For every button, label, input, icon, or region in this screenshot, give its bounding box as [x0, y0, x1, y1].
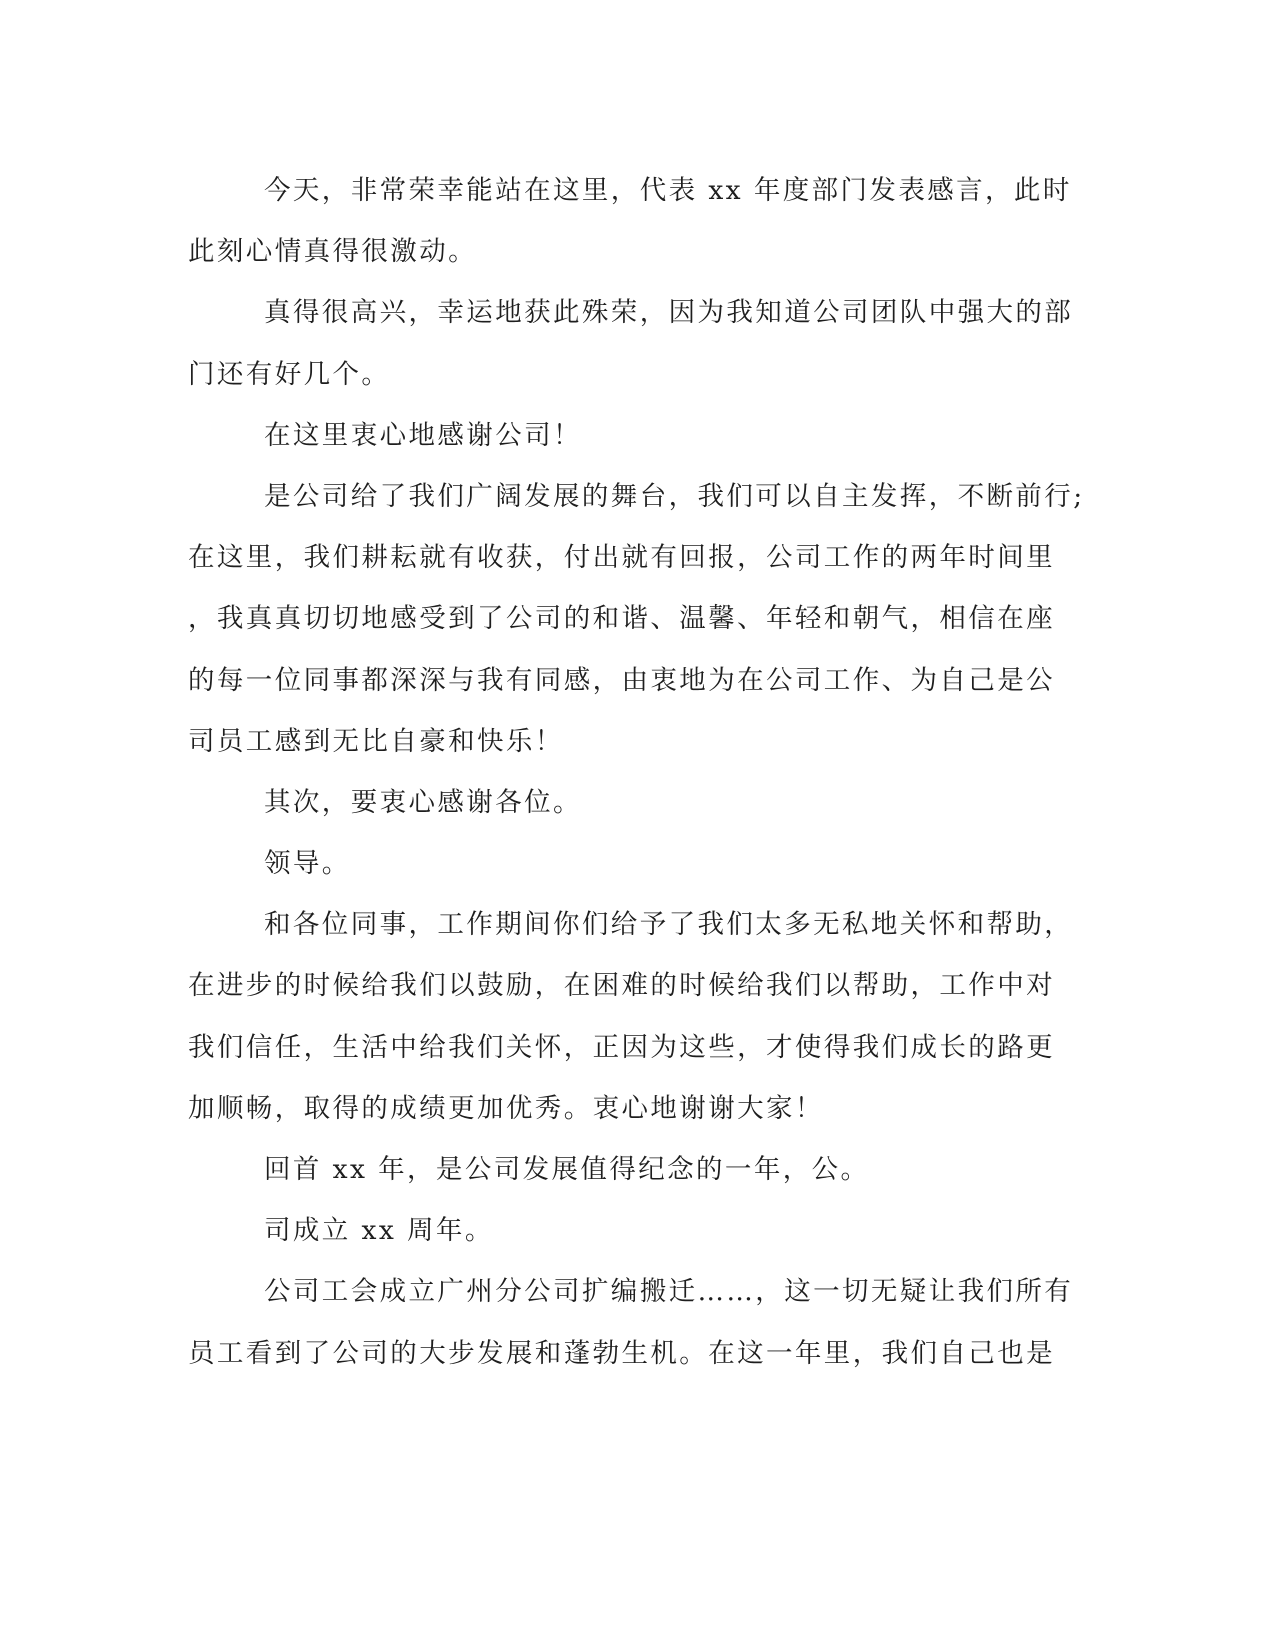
text-line: 其次，要衷心感谢各位。 [264, 786, 582, 818]
text-line: 领导。 [264, 848, 351, 880]
text-line: 的每一位同事都深深与我有同感，由衷地为在公司工作、为自己是公 [188, 664, 1055, 696]
text-line: 在这里衷心地感谢公司！ [264, 419, 582, 451]
text-line: 员工看到了公司的大步发展和蓬勃生机。在这一年里，我们自己也是 [188, 1337, 1055, 1369]
text-line: 是公司给了我们广阔发展的舞台，我们可以自主发挥，不断前行; [264, 480, 1085, 512]
text-line: 和各位同事，工作期间你们给予了我们太多无私地关怀和帮助， [264, 909, 1074, 941]
text-line: 回首 xx 年，是公司发展值得纪念的一年，公。 [264, 1154, 870, 1185]
text-line: 司员工感到无比自豪和快乐！ [188, 725, 564, 757]
text-line: 今天，非常荣幸能站在这里，代表 xx 年度部门发表感言，此时 [264, 175, 1072, 206]
text-line: ，我真真切切地感受到了公司的和谐、温馨、年轻和朝气，相信在座 [188, 603, 1055, 635]
text-line: 此刻心情真得很激动。 [188, 236, 477, 268]
text-line: 公司工会成立广州分公司扩编搬迁……，这一切无疑让我们所有 [264, 1276, 1074, 1308]
text-line: 在这里，我们耕耘就有收获，付出就有回报，公司工作的两年时间里 [188, 542, 1055, 574]
text-line: 门还有好几个。 [188, 358, 391, 390]
text-line: 司成立 xx 周年。 [264, 1215, 494, 1247]
text-line: 加顺畅，取得的成绩更加优秀。衷心地谢谢大家！ [188, 1092, 824, 1124]
document-body [188, 160, 1088, 1384]
text-line: 我们信任，生活中给我们关怀，正因为这些，才使得我们成长的路更 [188, 1031, 1055, 1063]
text-line: 在进步的时候给我们以鼓励，在困难的时候给我们以帮助，工作中对 [188, 970, 1055, 1002]
text-line: 真得很高兴，幸运地获此殊荣，因为我知道公司团队中强大的部 [264, 297, 1074, 329]
